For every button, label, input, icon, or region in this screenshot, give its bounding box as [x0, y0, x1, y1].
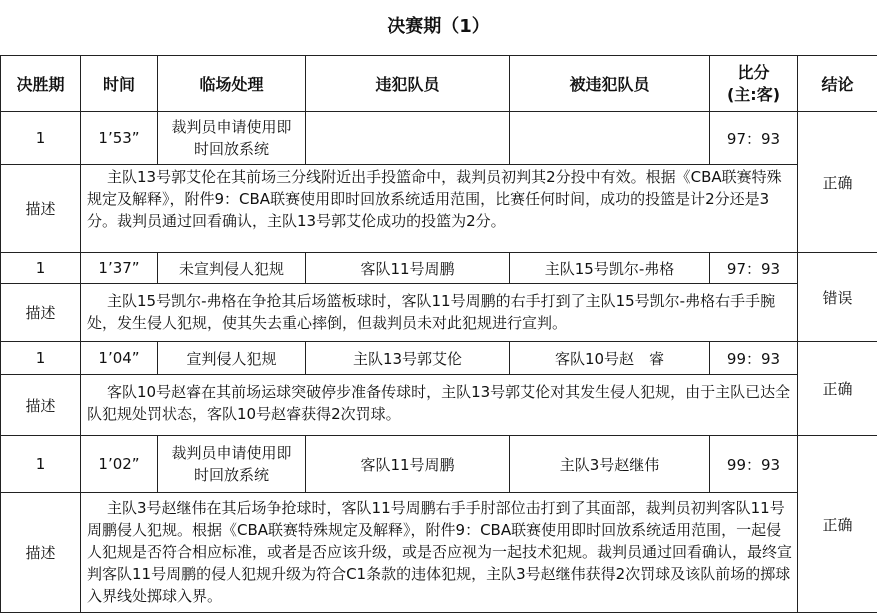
call-cell: 未宣判侵人犯规 [158, 253, 306, 284]
header-verdict: 结论 [798, 56, 877, 112]
time-cell: 1’37” [81, 253, 158, 284]
description-row [1, 165, 877, 253]
offender-cell: 客队11号周鹏 [306, 253, 510, 284]
call-cell: 宣判侵人犯规 [158, 342, 306, 375]
header-call: 临场处理 [158, 56, 306, 112]
table-row [1, 436, 877, 493]
header-offender: 违犯队员 [306, 56, 510, 112]
header-period: 决胜期 [1, 56, 81, 112]
description-text: 客队10号赵睿在其前场运球突破停步准备传球时，主队13号郭艾伦对其发生侵人犯规，由于主队已达全队犯规处罚状态，客队10号赵睿获得2次罚球。 [81, 375, 798, 436]
verdict-cell: 错误 [798, 253, 877, 342]
description-row [1, 284, 877, 342]
description-row [1, 375, 877, 436]
call-cell: 裁判员申请使用即时回放系统 [158, 436, 306, 493]
desc-label: 描述 [1, 375, 81, 436]
time-cell: 1’04” [81, 342, 158, 375]
call-cell: 裁判员申请使用即时回放系统 [158, 112, 306, 165]
verdict-cell: 正确 [798, 436, 877, 613]
table-row [1, 342, 877, 375]
period-cell: 1 [1, 253, 81, 284]
description-text: 主队15号凯尔-弗格在争抢其后场篮板球时，客队11号周鹏的右手打到了主队15号凯尔-弗格右手手腕处，发生侵人犯规，使其失去重心摔倒，但裁判员未对此犯规进行宣判。 [81, 284, 798, 342]
table-row [1, 253, 877, 284]
period-cell: 1 [1, 436, 81, 493]
score-cell: 97：93 [710, 112, 798, 165]
desc-label: 描述 [1, 493, 81, 613]
header-score: 比分 (主:客) [710, 56, 798, 112]
table-row [1, 112, 877, 165]
description-text: 主队3号赵继伟在其后场争抢球时，客队11号周鹏右手手肘部位击打到了其面部，裁判员初判客队11号周鹏侵人犯规。根据《CBA联赛特殊规定及解释》，附件9：CBA联赛使用即时回放系统适用范围，一起侵人犯规是否符合相应标准，或者是否应该升级，或是否应视为一起技术犯规。裁判员通过回看确认，最终宣判客队11号周鹏的侵人犯规升级为符合C1条款的违体犯规，主队3号赵继伟获得2次罚球及该队前场的掷球入界线处掷球入界。 [81, 493, 798, 613]
header-row [1, 56, 877, 112]
score-cell: 99：93 [710, 342, 798, 375]
victim-cell: 主队3号赵继伟 [510, 436, 710, 493]
time-cell: 1’53” [81, 112, 158, 165]
description-row [1, 493, 877, 613]
time-cell: 1’02” [81, 436, 158, 493]
victim-cell: 主队15号凯尔-弗格 [510, 253, 710, 284]
score-cell: 99：93 [710, 436, 798, 493]
review-table [0, 55, 877, 613]
desc-label: 描述 [1, 165, 81, 253]
victim-cell [510, 112, 710, 165]
header-time: 时间 [81, 56, 158, 112]
offender-cell [306, 112, 510, 165]
offender-cell: 客队11号周鹏 [306, 436, 510, 493]
header-victim: 被违犯队员 [510, 56, 710, 112]
description-text: 主队13号郭艾伦在其前场三分线附近出手投篮命中，裁判员初判其2分投中有效。根据《CBA联赛特殊规定及解释》，附件9：CBA联赛使用即时回放系统适用范围，比赛任何时间，成功的投篮是计2分还是3分。裁判员通过回看确认，主队13号郭艾伦成功的投篮为2分。 [81, 165, 798, 253]
period-cell: 1 [1, 112, 81, 165]
offender-cell: 主队13号郭艾伦 [306, 342, 510, 375]
period-cell: 1 [1, 342, 81, 375]
victim-cell: 客队10号赵 睿 [510, 342, 710, 375]
score-cell: 97：93 [710, 253, 798, 284]
page-title: 决赛期（1） [387, 16, 490, 37]
desc-label: 描述 [1, 284, 81, 342]
verdict-cell: 正确 [798, 342, 877, 436]
verdict-cell: 正确 [798, 112, 877, 253]
